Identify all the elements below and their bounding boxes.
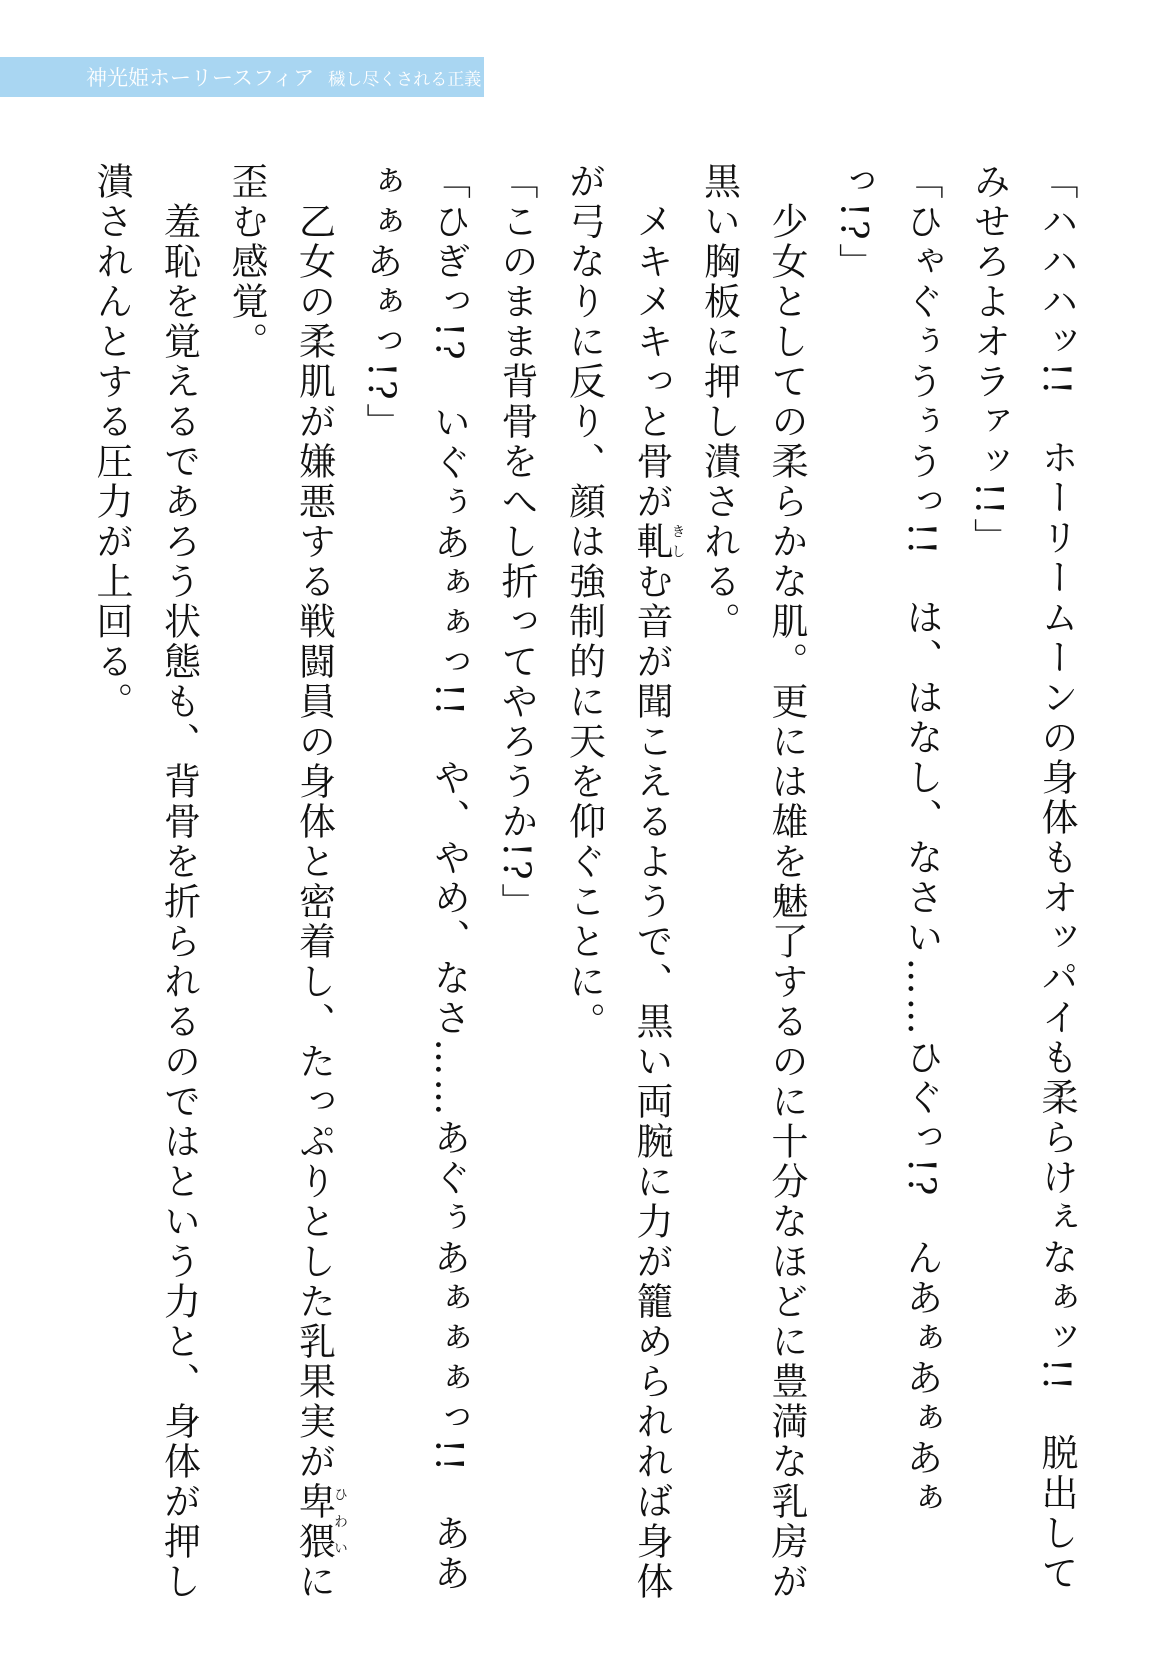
paragraph <box>550 162 685 1602</box>
ruby-word <box>630 522 686 562</box>
ruby-reading: ひわい <box>332 1482 348 1562</box>
ruby-word <box>292 1482 348 1562</box>
text-run: 羞恥を覚えるであろう状態も、背骨を折られるのではという力と、身体が押し潰されんとする圧力が上回る。 <box>90 162 201 1602</box>
chapter-title: 穢し尽くされる正義 <box>328 69 482 90</box>
paragraph <box>820 162 955 1602</box>
text-run: 乙女の柔肌が嫌悪する戦闘員の身体と密着し、たっぷりとした乳果実が <box>292 162 336 1482</box>
text-run: 少女としての柔らかな肌。更には雄を魅了するのに十分なほどに豊満な乳房が黒い胸板に押し潰される。 <box>697 162 808 1602</box>
text-run: 「ひゃぐぅうぅうっ!! は、はなし、なさい……ひぐっ!? んあぁあぁあぁっ!?」 <box>832 162 943 1519</box>
main-text <box>78 162 1091 1602</box>
paragraph <box>955 162 1090 1602</box>
ruby-base: 軋 <box>630 522 673 562</box>
paragraph <box>213 162 348 1602</box>
text-run: 「ハハハッ!! ホーリームーンの身体もオッパイも柔らけぇなぁッ!! 脱出してみせろよオラァッ!!」 <box>967 162 1078 1594</box>
book-title: 神光姫ホーリースフィア <box>86 66 315 90</box>
paragraph <box>78 162 213 1602</box>
paragraph <box>348 162 483 1602</box>
text-run: メキメキっと骨が <box>630 162 673 522</box>
paragraph <box>483 162 551 1602</box>
paragraph <box>685 162 820 1602</box>
text-run: 「ひぎっ!? いぐぅあぁぁっ!! や、やめ、なさ……あぐぅあぁぁぁっ!! ああぁぁあぁっ!?」 <box>360 162 471 1595</box>
text-run: に歪む感覚。 <box>225 162 336 1602</box>
ruby-reading: きし <box>669 522 686 562</box>
text-run: 「このまま背骨をへし折ってやろうか!?」 <box>495 162 538 923</box>
ruby-base: 卑猥 <box>292 1482 336 1562</box>
text-run: む音が聞こえるようで、黒い両腕に力が籠められれば身体が弓なりに反り、顔は強制的に天を仰ぐことに。 <box>562 162 673 1602</box>
running-header <box>0 57 484 97</box>
